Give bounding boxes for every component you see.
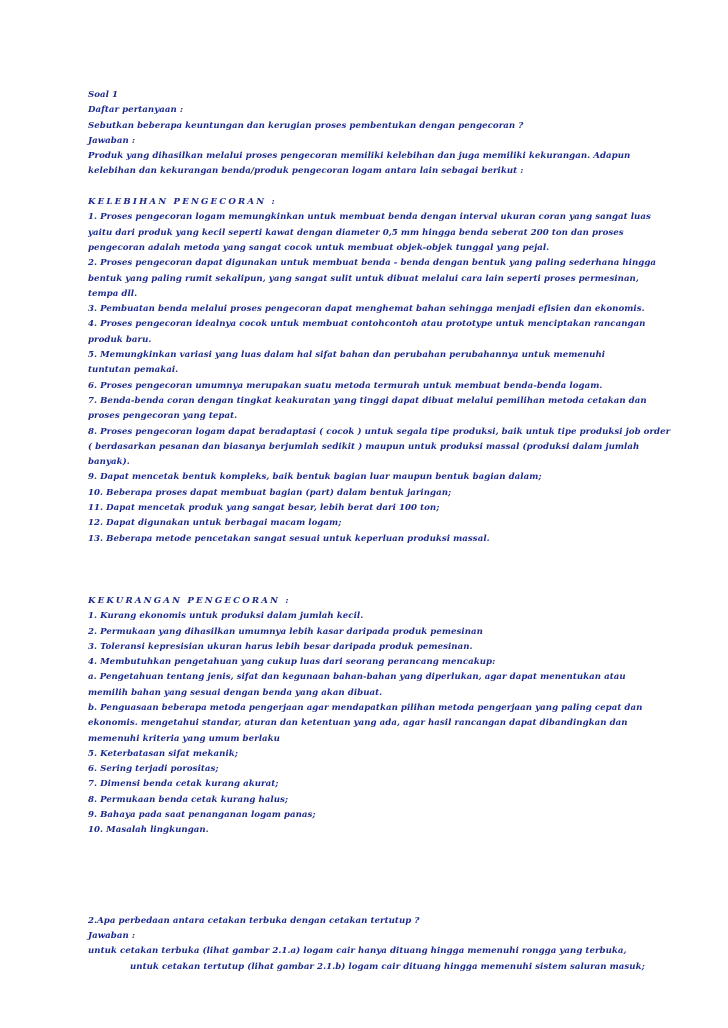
list-item: 6. Proses pengecoran umumnya merupakan suatu metoda termurah untuk membuat benda-benda logam.	[88, 380, 603, 391]
list-item: 2. Proses pengecoran dapat digunakan untuk membuat benda - benda dengan bentuk yang paling sederhana hingga	[88, 258, 657, 269]
jawaban-label: Jawaban :	[88, 930, 136, 941]
list-item: ( berdasarkan pesanan dan biasanya berjumlah sedikit ) maupun untuk produksi massal (produksi dalam jumlah	[88, 441, 640, 452]
list-item: bentuk yang paling rumit sekalipun, yang sangat sulit untuk dibuat melalui cara lain seperti proses permesinan,	[88, 273, 639, 284]
list-item: 10. Beberapa proses dapat membuat bagian (part) dalam bentuk jaringan;	[88, 487, 452, 498]
list-item: memenuhi kriteria yang umum berlaku	[88, 733, 280, 744]
list-item: 12. Dapat digunakan untuk berbagai macam logam;	[88, 518, 342, 529]
list-item: 6. Sering terjadi porositas;	[88, 764, 219, 775]
list-item: 4. Proses pengecoran idealnya cocok untuk membuat contohcontoh atau prototype untuk menciptakan rancangan	[88, 319, 646, 330]
list-item: 8. Permukaan benda cetak kurang halus;	[88, 794, 289, 805]
list-item: 3. Pembuatan benda melalui proses pengecoran dapat menghemat bahan sehingga menjadi efisien dan ekonomis.	[88, 304, 645, 315]
answer-line: untuk cetakan terbuka (lihat gambar 2.1.a) logam cair hanya dituang hingga memenuhi rongga yang terbuka,	[88, 946, 627, 957]
list-item: memilih bahan yang sesuai dengan benda yang akan dibuat.	[88, 687, 383, 698]
list-item: 13. Beberapa metode pencetakan sangat sesuai untuk keperluan produksi massal.	[88, 533, 490, 544]
list-item: 7. Dimensi benda cetak kurang akurat;	[88, 779, 279, 790]
list-item: 7. Benda-benda coran dengan tingkat keakuratan yang tinggi dapat dibuat melalui pemilihan metoda cetakan dan	[88, 395, 647, 406]
list-item: ekonomis. mengetahui standar, aturan dan ketentuan yang ada, agar hasil rancangan dapat dibandingkan dan	[88, 718, 628, 729]
list-item: tempa dll.	[88, 288, 138, 299]
answer-line: untuk cetakan tertutup (lihat gambar 2.1.b) logam cair dituang hingga memenuhi sistem saluran masuk;	[130, 961, 645, 972]
kekurangan-list	[88, 609, 648, 838]
list-item: proses pengecoran yang tepat.	[88, 411, 238, 422]
list-item: 1. Proses pengecoran logam memungkinkan untuk membuat benda dengan interval ukuran coran yang sangat luas	[88, 212, 651, 223]
kekurangan-heading: KEKURANGAN PENGECORAN :	[88, 595, 291, 606]
kelebihan-heading: KELEBIHAN PENGECORAN :	[88, 197, 277, 208]
list-item: 1. Kurang ekonomis untuk produksi dalam jumlah kecil.	[88, 611, 364, 622]
list-item: 5. Keterbatasan sifat mekanik;	[88, 748, 238, 759]
list-item: yaitu dari produk yang kecil seperti kawat dengan diameter 0,5 mm hingga benda seberat 200 ton dan proses	[88, 227, 624, 238]
list-item: 4. Membutuhkan pengetahuan yang cukup luas dari seorang perancang mencakup:	[88, 657, 496, 668]
list-item: 10. Masalah lingkungan.	[88, 825, 209, 836]
list-item: b. Penguasaan beberapa metoda pengerjaan agar mendapatkan pilihan metoda pengerjaan yang paling cepat dan	[88, 702, 643, 713]
intro-line: Produk yang dihasilkan melalui proses pengecoran memiliki kelebihan dan juga memiliki kekurangan. Adapun	[88, 151, 631, 162]
list-item: 5. Memungkinkan variasi yang luas dalam hal sifat bahan dan perubahan perubahannya untuk memenuhi	[88, 350, 606, 361]
list-item: produk baru.	[88, 334, 152, 345]
kelebihan-list	[88, 210, 671, 547]
question-2: 2.Apa perbedaan antara cetakan terbuka dengan cetakan tertutup ?	[88, 915, 420, 926]
list-item: 9. Dapat mencetak bentuk kompleks, baik bentuk bagian luar maupun bentuk bagian dalam;	[88, 472, 542, 483]
question-1: Sebutkan beberapa keuntungan dan kerugian proses pembentukan dengan pengecoran ?	[88, 120, 524, 131]
soal-label: Soal 1	[88, 90, 119, 100]
list-item: 11. Dapat mencetak produk yang sangat besar, lebih berat dari 100 ton;	[88, 503, 440, 514]
list-item: pengecoran adalah metoda yang sangat cocok untuk membuat objek-objek tunggal yang pejal.	[88, 242, 550, 253]
list-item: a. Pengetahuan tentang jenis, sifat dan kegunaan bahan-bahan yang diperlukan, agar dapat menentukan atau	[88, 672, 626, 683]
list-item: 2. Permukaan yang dihasilkan umumnya lebih kasar daripada produk pemesinan	[88, 626, 483, 637]
list-item: 3. Toleransi kepresisian ukuran harus lebih besar daripada produk pemesinan.	[88, 641, 473, 652]
list-item: 8. Proses pengecoran logam dapat beradaptasi ( cocok ) untuk segala tipe produksi, baik untuk tipe produksi job order	[88, 426, 671, 437]
daftar-pertanyaan: Daftar pertanyaan :	[88, 105, 184, 116]
list-item: banyak).	[88, 457, 130, 468]
intro-line: kelebihan dan kekurangan benda/produk pengecoran logam antara lain sebagai berikut :	[88, 166, 524, 177]
jawaban-label: Jawaban :	[88, 135, 136, 146]
list-item: 9. Bahaya pada saat penanganan logam panas;	[88, 810, 316, 821]
document-page	[88, 88, 671, 975]
list-item: tuntutan pemakai.	[88, 365, 179, 376]
